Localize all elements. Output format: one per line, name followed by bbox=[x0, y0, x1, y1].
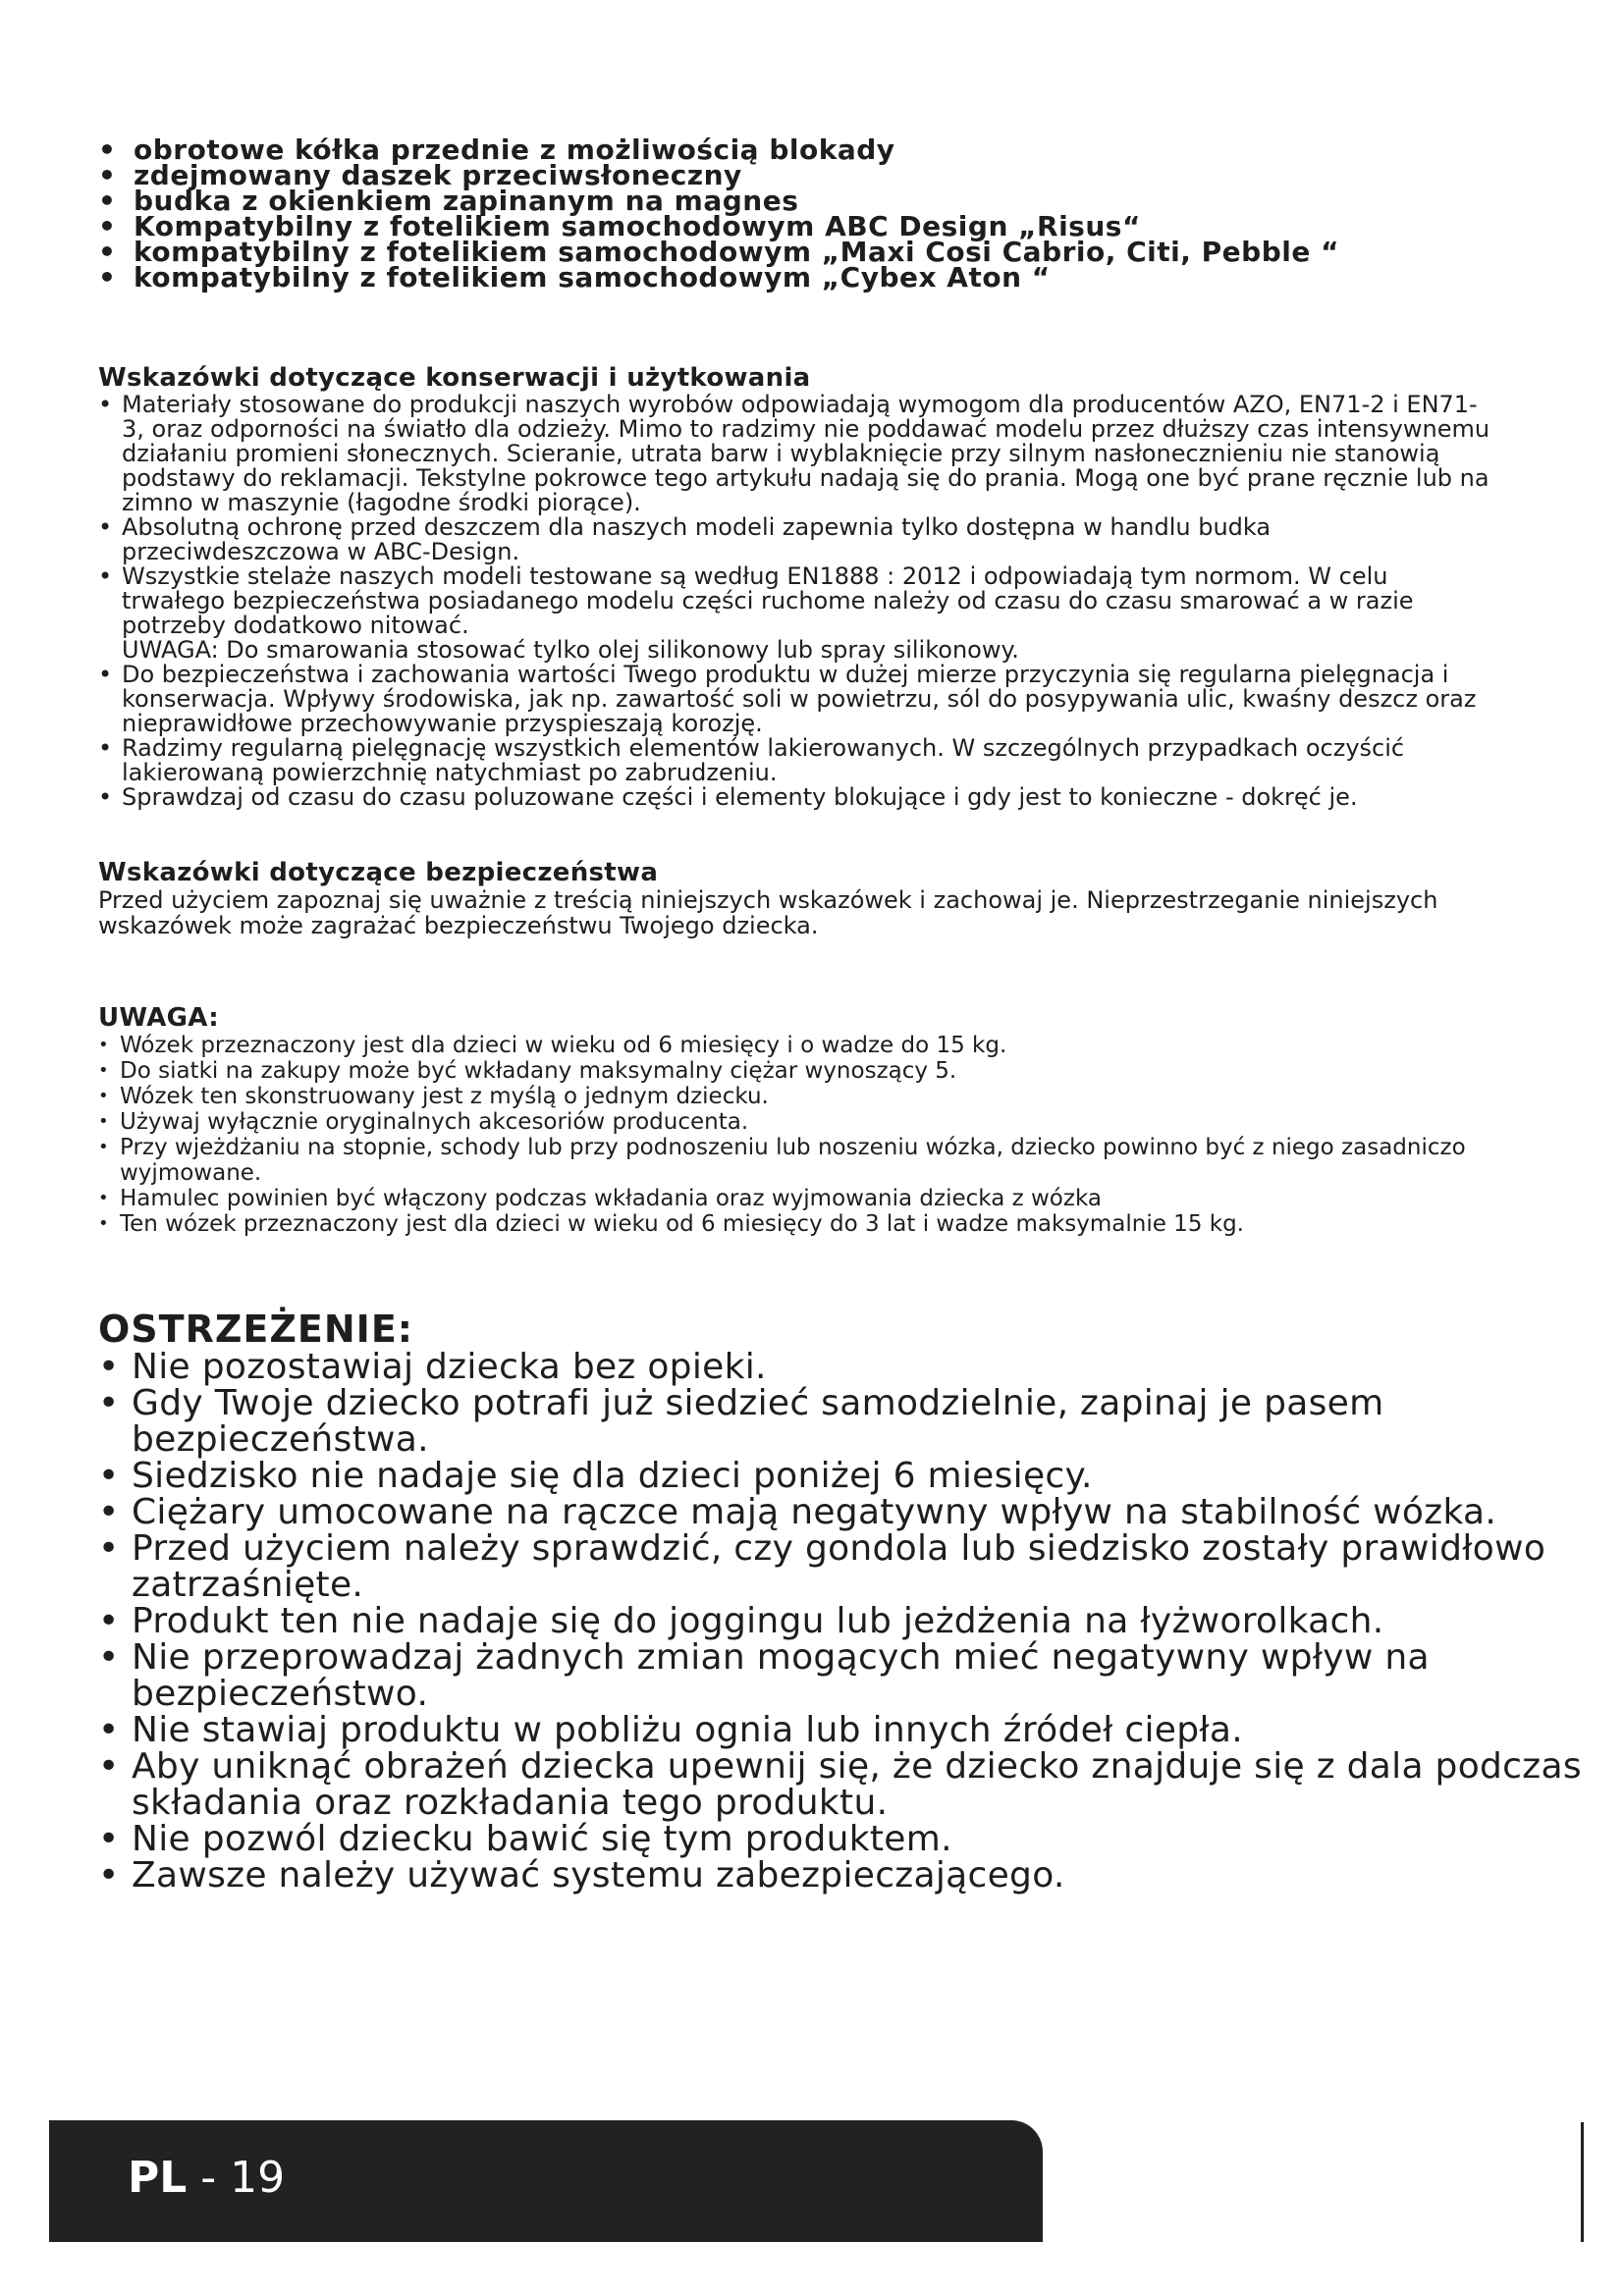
page-number-label bbox=[128, 2154, 285, 2203]
feature-item: • zdejmowany daszek przeciwsłoneczny bbox=[98, 163, 1551, 188]
warning-item: • Nie przeprowadzaj żadnych zmian mogących mieć negatywny wpływ na bezpieczeństwo. bbox=[98, 1639, 1591, 1712]
language-code: PL bbox=[128, 2153, 188, 2203]
warning-item: • Produkt ten nie nadaje się do joggingu lub jeżdżenia na łyżworolkach. bbox=[98, 1603, 1591, 1639]
footer-separator: - bbox=[187, 2153, 231, 2203]
warning-item: • Aby uniknąć obrażeń dziecka upewnij się, że dziecko znajduje się z dala podczas składania oraz rozkładania tego produktu. bbox=[98, 1748, 1591, 1821]
feature-item: • budka z okienkiem zapinanym na magnes bbox=[98, 188, 1551, 214]
uwaga-item: • Przy wjeżdżaniu na stopnie, schody lub przy podnoszeniu lub noszeniu wózka, dziecko powinno być z niego zasadniczo wyjmowane. bbox=[98, 1135, 1492, 1186]
warning-item: • Gdy Twoje dziecko potrafi już siedzieć samodzielnie, zapinaj je pasem bezpieczeństwa. bbox=[98, 1385, 1591, 1458]
page-footer bbox=[49, 2120, 1043, 2242]
feature-item: • kompatybilny z fotelikiem samochodowym „Maxi Cosi Cabrio, Citi, Pebble “ bbox=[98, 240, 1551, 265]
uwaga-section bbox=[98, 1005, 1492, 1237]
safety-section bbox=[98, 860, 1492, 938]
warning-item: • Zawsze należy używać systemu zabezpieczającego. bbox=[98, 1857, 1591, 1894]
maintenance-item: • Wszystkie stelaże naszych modeli testowane są według EN1888 : 2012 i odpowiadają tym normom. W celu trwałego bezpieczeństwa posiadanego modelu części ruchome należy od czasu do czasu smarować a w razie potrzeby dodatkowo nitować. bbox=[98, 564, 1492, 638]
margin-rule bbox=[1581, 2122, 1584, 2242]
maintenance-item: • Sprawdzaj od czasu do czasu poluzowane części i elementy blokujące i gdy jest to konieczne - dokręć je. bbox=[98, 785, 1492, 810]
maintenance-item: • Materiały stosowane do produkcji naszych wyrobów odpowiadają wymogom dla producentów AZO, EN71-2 i EN71-3, oraz odporności na światło dla odzieży. Mimo to radzimy nie poddawać modelu przez dłuższy czas intensywnemu działaniu promieni słonecznych. Scieranie, utrata barw i wyblaknięcie przy silnym nasłonecznieniu nie stanowią podstawy do reklamacji. Tekstylne pokrowce tego artykułu nadają się do prania. Mogą one być prane ręcznie lub na zimno w maszynie (łagodne środki piorące). bbox=[98, 393, 1492, 515]
feature-item: • obrotowe kółka przednie z możliwością blokady bbox=[98, 137, 1551, 163]
maintenance-title: Wskazówki dotyczące konserwacji i użytkowania bbox=[98, 363, 811, 393]
feature-list bbox=[98, 133, 1551, 294]
uwaga-item: • Hamulec powinien być włączony podczas wkładania oraz wyjmowania dziecka z wózka bbox=[98, 1186, 1492, 1211]
warning-section bbox=[98, 1309, 1591, 1894]
uwaga-item: • Wózek ten skonstruowany jest z myślą o jednym dziecku. bbox=[98, 1084, 1492, 1109]
warning-item: • Nie pozwól dziecku bawić się tym produktem. bbox=[98, 1821, 1591, 1857]
safety-text: Przed użyciem zapoznaj się uważnie z treścią niniejszych wskazówek i zachowaj je. Nieprzestrzeganie niniejszych wskazówek może zagrażać bezpieczeństwu Twojego dziecka. bbox=[98, 886, 1438, 939]
uwaga-title: UWAGA: bbox=[98, 1003, 219, 1033]
uwaga-item: • Wózek przeznaczony jest dla dzieci w wieku od 6 miesięcy i o wadze do 15 kg. bbox=[98, 1033, 1492, 1058]
maintenance-item: • Do bezpieczeństwa i zachowania wartości Twego produktu w dużej mierze przyczynia się regularna pielęgnacja i konserwacja. Wpływy środowiska, jak np. zawartość soli w powietrzu, sól do posypywania ulic, kwaśny deszcz oraz nieprawidłowe przechowywanie przyspieszają korozję. bbox=[98, 663, 1492, 736]
maintenance-note: UWAGA: Do smarowania stosować tylko olej silikonowy lub spray silikonowy. bbox=[122, 636, 1019, 664]
warning-item: • Nie stawiaj produktu w pobliżu ognia lub innych źródeł ciepła. bbox=[98, 1712, 1591, 1748]
warning-item: • Przed użyciem należy sprawdzić, czy gondola lub siedzisko zostały prawidłowo zatrzaśnięte. bbox=[98, 1530, 1591, 1603]
feature-item: • Kompatybilny z fotelikiem samochodowym ABC Design „Risus“ bbox=[98, 214, 1551, 240]
warning-item: • Ciężary umocowane na rączce mają negatywny wpływ na stabilność wózka. bbox=[98, 1494, 1591, 1530]
uwaga-item: • Do siatki na zakupy może być wkładany maksymalny ciężar wynoszący 5. bbox=[98, 1058, 1492, 1084]
uwaga-item: • Ten wózek przeznaczony jest dla dzieci w wieku od 6 miesięcy do 3 lat i wadze maksymalnie 15 kg. bbox=[98, 1211, 1492, 1237]
page-number: 19 bbox=[230, 2153, 286, 2203]
warning-item: • Siedzisko nie nadaje się dla dzieci poniżej 6 miesięcy. bbox=[98, 1458, 1591, 1494]
uwaga-item: • Używaj wyłącznie oryginalnych akcesoriów producenta. bbox=[98, 1109, 1492, 1135]
maintenance-item: • Radzimy regularną pielęgnację wszystkich elementów lakierowanych. W szczególnych przypadkach oczyścić lakierowaną powierzchnię natychmiast po zabrudzeniu. bbox=[98, 736, 1492, 785]
maintenance-section bbox=[98, 365, 1492, 810]
warning-item: • Nie pozostawiaj dziecka bez opieki. bbox=[98, 1349, 1591, 1385]
safety-title: Wskazówki dotyczące bezpieczeństwa bbox=[98, 858, 659, 887]
feature-item: • kompatybilny z fotelikiem samochodowym „Cybex Aton “ bbox=[98, 265, 1551, 291]
warning-title: OSTRZEŻENIE: bbox=[98, 1308, 413, 1351]
maintenance-item: • Absolutną ochronę przed deszczem dla naszych modeli zapewnia tylko dostępna w handlu budka przeciwdeszczowa w ABC-Design. bbox=[98, 515, 1492, 564]
